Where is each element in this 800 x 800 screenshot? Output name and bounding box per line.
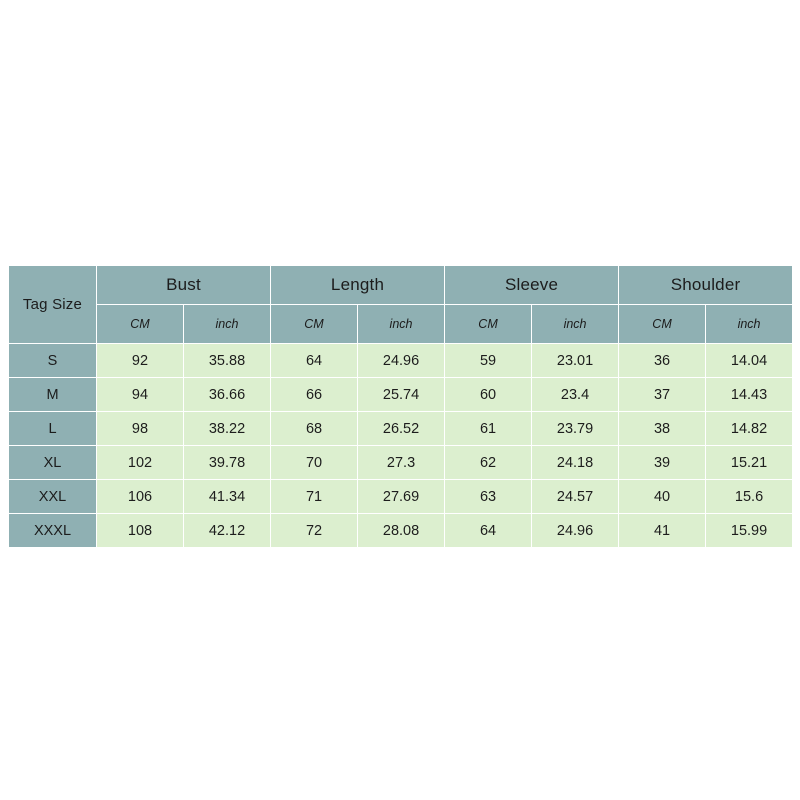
cell-shoulder-cm: 41 (619, 514, 706, 548)
cell-length-inch: 27.69 (358, 480, 445, 514)
header-unit-shoulder-inch: inch (706, 305, 793, 344)
header-unit-shoulder-cm: CM (619, 305, 706, 344)
header-unit-sleeve-cm: CM (445, 305, 532, 344)
header-unit-bust-cm: CM (97, 305, 184, 344)
cell-shoulder-cm: 37 (619, 378, 706, 412)
row-size-label: S (9, 344, 97, 378)
cell-sleeve-inch: 24.96 (532, 514, 619, 548)
cell-length-cm: 70 (271, 446, 358, 480)
header-group-bust: Bust (97, 266, 271, 305)
cell-bust-inch: 38.22 (184, 412, 271, 446)
table-header-group-row (9, 266, 793, 305)
cell-length-cm: 71 (271, 480, 358, 514)
cell-length-cm: 64 (271, 344, 358, 378)
cell-bust-inch: 39.78 (184, 446, 271, 480)
row-size-label: XXL (9, 480, 97, 514)
cell-length-cm: 68 (271, 412, 358, 446)
cell-shoulder-cm: 38 (619, 412, 706, 446)
table-row (9, 514, 793, 548)
cell-shoulder-inch: 15.99 (706, 514, 793, 548)
cell-shoulder-cm: 40 (619, 480, 706, 514)
cell-length-cm: 66 (271, 378, 358, 412)
table-head (9, 266, 793, 344)
table-row (9, 480, 793, 514)
cell-shoulder-inch: 15.21 (706, 446, 793, 480)
header-unit-length-cm: CM (271, 305, 358, 344)
header-tag-size: Tag Size (9, 266, 97, 344)
cell-length-inch: 25.74 (358, 378, 445, 412)
cell-bust-cm: 94 (97, 378, 184, 412)
cell-shoulder-inch: 15.6 (706, 480, 793, 514)
header-unit-length-inch: inch (358, 305, 445, 344)
cell-shoulder-inch: 14.04 (706, 344, 793, 378)
cell-sleeve-cm: 61 (445, 412, 532, 446)
size-chart-container (8, 265, 792, 548)
header-group-shoulder: Shoulder (619, 266, 793, 305)
cell-sleeve-inch: 24.57 (532, 480, 619, 514)
cell-bust-inch: 36.66 (184, 378, 271, 412)
cell-sleeve-inch: 23.79 (532, 412, 619, 446)
cell-sleeve-inch: 23.01 (532, 344, 619, 378)
cell-sleeve-inch: 24.18 (532, 446, 619, 480)
row-size-label: M (9, 378, 97, 412)
cell-bust-cm: 98 (97, 412, 184, 446)
table-row (9, 446, 793, 480)
cell-shoulder-cm: 36 (619, 344, 706, 378)
cell-length-inch: 27.3 (358, 446, 445, 480)
row-size-label: XXXL (9, 514, 97, 548)
table-row (9, 378, 793, 412)
cell-bust-cm: 102 (97, 446, 184, 480)
table-row (9, 412, 793, 446)
cell-sleeve-cm: 59 (445, 344, 532, 378)
cell-bust-cm: 108 (97, 514, 184, 548)
row-size-label: L (9, 412, 97, 446)
cell-sleeve-inch: 23.4 (532, 378, 619, 412)
table-header-unit-row (9, 305, 793, 344)
cell-shoulder-cm: 39 (619, 446, 706, 480)
cell-sleeve-cm: 63 (445, 480, 532, 514)
cell-bust-inch: 41.34 (184, 480, 271, 514)
cell-bust-inch: 35.88 (184, 344, 271, 378)
table-body (9, 344, 793, 548)
cell-length-cm: 72 (271, 514, 358, 548)
cell-bust-inch: 42.12 (184, 514, 271, 548)
cell-sleeve-cm: 64 (445, 514, 532, 548)
cell-shoulder-inch: 14.82 (706, 412, 793, 446)
header-group-sleeve: Sleeve (445, 266, 619, 305)
header-group-length: Length (271, 266, 445, 305)
cell-sleeve-cm: 60 (445, 378, 532, 412)
header-unit-bust-inch: inch (184, 305, 271, 344)
table-row (9, 344, 793, 378)
size-chart-table (8, 265, 793, 548)
cell-length-inch: 24.96 (358, 344, 445, 378)
cell-length-inch: 26.52 (358, 412, 445, 446)
header-unit-sleeve-inch: inch (532, 305, 619, 344)
cell-sleeve-cm: 62 (445, 446, 532, 480)
cell-bust-cm: 106 (97, 480, 184, 514)
cell-length-inch: 28.08 (358, 514, 445, 548)
cell-bust-cm: 92 (97, 344, 184, 378)
cell-shoulder-inch: 14.43 (706, 378, 793, 412)
row-size-label: XL (9, 446, 97, 480)
